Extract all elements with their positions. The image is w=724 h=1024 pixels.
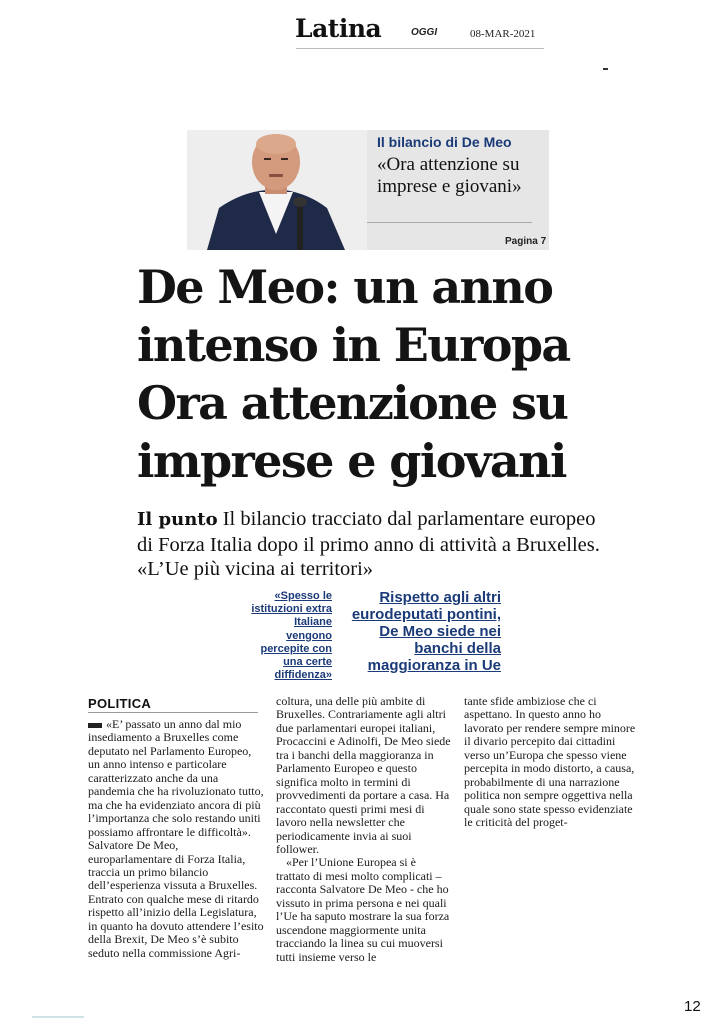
promo-kicker: Il bilancio di De Meo [377,134,512,150]
mark [603,68,608,70]
article-headline: De Meo: un anno intenso in Europa Ora attenzione su imprese e giovani [137,260,570,488]
promo-rules [367,222,532,235]
body-text: «E’ passato un anno dal mio insediamento a Bruxelles come deputato nel Parlamento Europeo, un anno intenso e particolare caratterizzato anche da una pandemia che ha rivoluzionato tutto, ma che ha evidenziato ancora di più l’importanza che solo restando uniti possiamo affrontare le difficoltà». Salvatore De Meo, europarlamentare di Forza Italia, traccia un primo bilancio dell’esperienza vissuta a Bruxelles. Entrato con qualche mese di ritardo rispetto all’inizio della Legislatura, in quanto ha dovuto attendere l’esito della Brexit, De Meo s’è subito seduto nella commissione Agri- [88,717,264,960]
body-column-1 [88,718,264,960]
promo-title: «Ora attenzione su imprese e giovani» [377,154,522,197]
section-divider [88,712,258,713]
lead-marker [88,723,102,728]
masthead [295,14,438,43]
footer-rule [32,1016,84,1018]
article-summary [137,507,607,582]
body-column-2 [276,695,452,964]
pull-quote-left: «Spesso le istituzioni extra Italiane vengono percepite con una certe diffidenza» [251,590,332,682]
page-reference: Pagina 7 [505,236,547,247]
portrait-photo [187,130,367,250]
summary-lead: Il punto [137,509,218,530]
masthead-edition: OGGI [411,27,438,38]
man-portrait-icon [187,130,367,250]
masthead-title: Latina [295,14,382,43]
body-paragraph: tante sfide ambiziose che ci aspettano. In questo anno ho lavorato per rendere sempre minore il divario percepito dai cittadini verso un’Europa che spesso viene percepita in modo distorto, a causa, probabilmente di una narrazione politica non sempre oggettiva nella quale sono state spesso evidenziate le criticità del proget- [464,694,636,830]
body-paragraph: «Per l’Unione Europea si è trattato di mesi molto complicati – racconta Salvatore De Meo - che ho vissuto in prima persona e nei quali l’Ue ha saputo mostrare la sua forza uscendone maggiormente unita tracciando la linea su cui muoversi tutti insieme verso le [276,855,450,964]
body-paragraph: coltura, una delle più ambite di Bruxelles. Contrariamente agli altri due parlamentari europei italiani, Procaccini e Adinolfi, De Meo siede tra i banchi della maggioranza in Parlamento Europeo e questo significa molto in termini di provvedimenti da portare a casa. Ha raccontato questi primi mesi di lavoro nella newsletter che periodicamente invia ai suoi follower. [276,694,451,856]
divider [296,48,544,49]
body-column-3 [464,695,640,830]
summary-text: Il bilancio tracciato dal parlamentare europeo di Forza Italia dopo il primo anno di attività a Bruxelles. «L’Ue più vicina ai territori» [137,508,600,580]
section-label: POLITICA [88,696,152,711]
page-number: 12 [684,998,701,1015]
publication-date: 08-MAR-2021 [470,28,536,40]
pull-quote-right: Rispetto agli altri eurodeputati pontini, De Meo siede nei banchi della maggioranza in Ue [351,589,501,674]
